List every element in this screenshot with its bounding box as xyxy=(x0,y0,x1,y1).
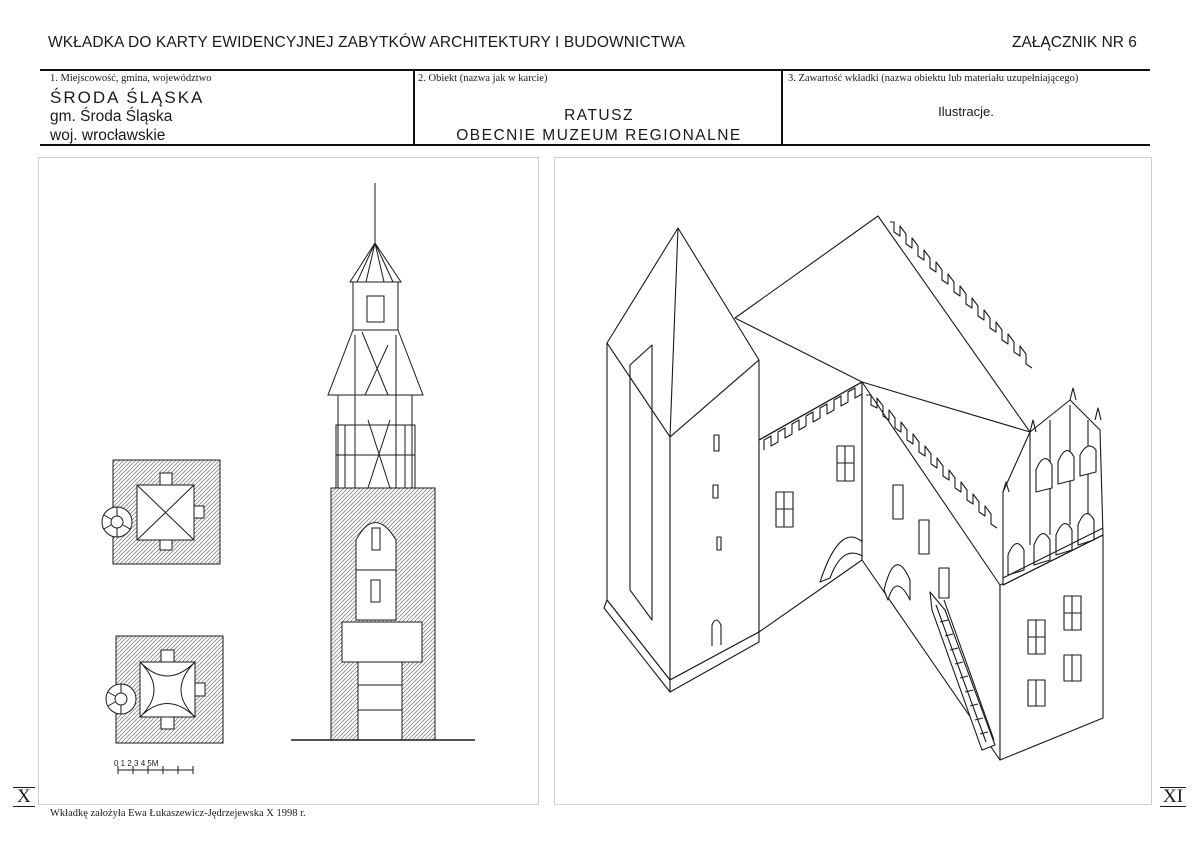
annex-number: ZAŁĄCZNIK NR 6 xyxy=(1012,34,1137,51)
object-name-line2: OBECNIE MUZEUM REGIONALNE xyxy=(456,127,742,144)
location-label: 1. Miejscowość, gmina, województwo xyxy=(50,73,212,84)
page-marker-right: XI xyxy=(1160,787,1186,807)
page-marker-left: X xyxy=(13,787,35,807)
document-title: WKŁADKA DO KARTY EWIDENCYJNEJ ZABYTKÓW ARCHITEKTURY I BUDOWNICTWA xyxy=(48,34,685,51)
contents-label: 3. Zawartość wkładki (nazwa obiektu lub materiału uzupełniającego) xyxy=(788,73,1079,84)
object-label: 2. Obiekt (nazwa jak w karcie) xyxy=(418,73,548,84)
author-note: Wkładkę założyła Ewa Łukaszewicz-Jędrzejewska X 1998 r. xyxy=(50,808,306,819)
object-name-line1: RATUSZ xyxy=(564,107,634,124)
voivodeship-name: woj. wrocławskie xyxy=(50,127,166,144)
commune-name: gm. Środa Śląska xyxy=(50,108,173,125)
town-name: ŚRODA ŚLĄSKA xyxy=(50,88,205,107)
scale-label: 0 1 2 3 4 5M xyxy=(114,759,159,768)
contents-value: Ilustracje. xyxy=(938,104,994,119)
